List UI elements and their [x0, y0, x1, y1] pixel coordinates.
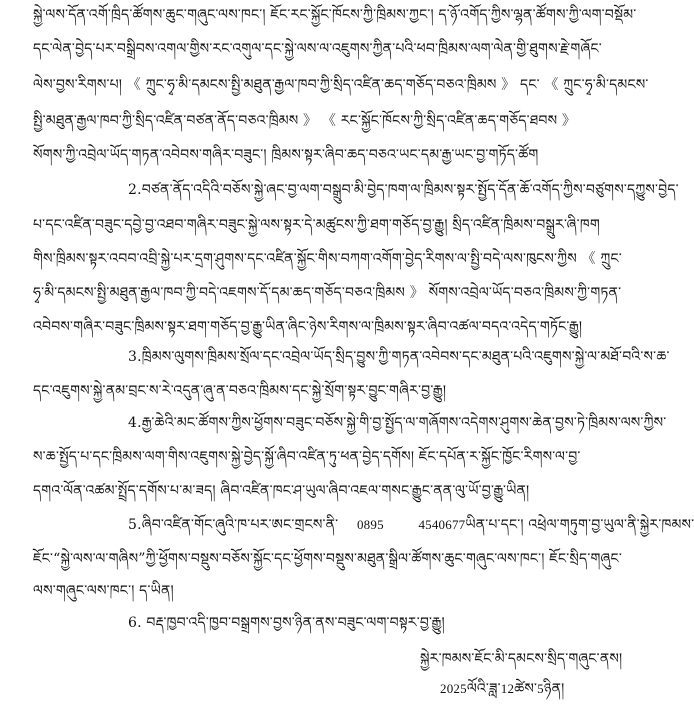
intro-line-3: ལེས་བྱས་རིགས་པ། 《 ཀྲུང་ཧྭ་མི་དམངས་སྤྱི་མཐུན་རྒྱལ་ཁབ་ཀྱི་སྲིད་འཛིན་ཆད་གཅོད་བཅའ་ཁྲིམས 》 དང་ 《 ཀྲུང་ཧྭ་མི་དམངས་	[33, 77, 649, 93]
date-line	[440, 680, 660, 698]
para3-line-2: དང་འཇུགས་སྐྱེ་ནམ་བྲང་ས་རེ་འདུན་ཞུ་ན་བཅའ་ཁྲིམས་དང་སྐྱེ་སྲོག་སྟར་བྱུང་གཞིར་བྱ་རྒྱུ།	[33, 383, 447, 399]
intro-line-1: སྐྱེ་ལས་དོན་འགོ་ཁྲིད་ཚོགས་ཆུང་གཞུང་ལས་ཁང་། ཇོང་རང་སྐྱོང་ཁོངས་ཀྱི་ཁྲིམས་ཀྱང་། ད་ཉོ་འགོད་ཀྱིས་ལྷན་ཚོགས་ཀྱི་ལག་བསྡོམ་	[33, 7, 637, 23]
para2-line-1: 2.བཙན་ནོད་འདིའི་བཅོས་སྐྱེ་ཞང་བྱ་ལག་བསྒྲུབ་མི་བྱེད་ཁག་ལ་ཁྲིམས་སྟར་སྤྱོད་དོན་ཆོ་འགོད་ཀྱིས་བཙུགས་དཀྱུས་བྱེད་	[128, 182, 679, 198]
para5-text-after: ཡིན་པ་དང་། འཕྲེལ་གཏུག་བྱ་ཡུལ་ནི་སྐྱེར་ཁམས་	[465, 517, 694, 533]
para2-line-4: ཧྭ་མི་དམངས་སྤྱི་མཐུན་རྒྱལ་ཁབ་ཀྱི་བདེ་འཇགས་དོ་དམ་ཆད་གཅོད་བཅའ་ཁྲིམས 》 སོགས་འབྲེལ་ཡོད་བཅའ་ཁྲིམས་ཀྱི་གཏན་	[33, 285, 622, 301]
para3-line-1: 3.ཁྲིམས་ལུགས་ཁྲིམས་སྲོལ་དང་འབྲེལ་ཡོད་སྲིད་བྱུས་ཀྱི་གཏན་འབེབས་དང་མཐུན་པའི་འཇུགས་སྐྱེ་ལ་མཐོ་བའི་ས་ཆ་	[128, 349, 670, 365]
phone-area-code: 0895	[356, 517, 384, 532]
signature-line: སྐྱེར་ཁམས་ཇོང་མི་དམངས་སྲིད་གཞུང་ནས།	[420, 651, 623, 667]
intro-line-4: སྤྱི་མཐུན་རྒྱལ་ཁབ་ཀྱི་སྲིད་འཛིན་བཙན་ནོད་བཅའ་ཁྲིམས 》 《 རང་སྐྱོང་ཁོངས་ཀྱི་སྲིད་འཛིན་ཆད་གཅོད་ཐབས 》	[33, 113, 577, 129]
phone-number: 4540677	[418, 517, 466, 532]
para6-line-1: 6. བརྡ་ཁྱབ་འདི་ཁྱབ་བསྒྲགས་བྱས་ཉིན་ནས་བཟུང་ལག་བསྟར་བྱ་རྒྱུ།	[128, 615, 445, 631]
date-month-suffix: ཚེས་	[514, 681, 538, 697]
para2-line-5: འབེབས་གཞིར་བཟུང་ཁྲིམས་སྟར་ཐག་གཅོད་བྱ་རྒྱུ་ཡིན་ཞིང་ཉེས་རིགས་ལ་ཁྲིམས་སྟར་ཞིབ་འཚལ་བདའ་འདེད་གཏོང་རྒྱུ།	[33, 319, 583, 335]
intro-line-5: སོགས་ཀྱི་འབྲེལ་ཡོད་གཏན་འབེབས་གཞིར་བཟུང་། ཁྲིམས་སྟར་ཞིབ་ཆད་བཅའ་ཡང་དམ་རྒྱ་ཡང་བྱ་གཏོད་ཚོག	[33, 147, 539, 163]
para4-line-1: 4.རྒྱ་ཆེའི་མང་ཚོགས་ཀྱིས་ཕྱོགས་བཟུང་བཅོས་སྐྱེ་གི་བྱ་སྤྱོད་ལ་གཞོགས་འདེགས་ཤུགས་ཆེན་བྱས་ཏེ་ཁྲིམས་ལས་ཀྱིས་	[128, 415, 667, 431]
date-year: 2025	[440, 681, 467, 696]
date-year-suffix: ལོའི་ཟླ་	[466, 681, 501, 697]
para5-text-before: 5.ཞིབ་འཛིན་གོང་ཞུའི་ཁ་པར་ཨང་གྲངས་ནི་	[128, 517, 339, 533]
para5-line-2: ཇོང་“སྐྱེ་ལས་ལ་གཞིས”ཀྱི་ཕྱོགས་བསྡུས་བཅོས་སྐྱོང་དང་ཕྱོགས་བསྡུས་མཐུན་སྒྲིལ་ཚོགས་ཆུང་གཞུང་ལས་ཁང་། ཇོང་སྲིད་གཞུང་	[33, 551, 622, 567]
para2-line-3: གིས་ཁྲིམས་སྟར་འབབ་འབྲི་སྐྱེ་པར་དྲག་ཤུགས་དང་འཛིན་སྐྱོང་གིས་བཀག་འགོག་བྱེད་རིགས་ལ་སྤྱི་བདེ་ལས་ཁུངས་ཀྱིས 《 ཀྲུང་	[33, 251, 622, 267]
para5-line-3: ལས་གཞུང་ལས་ཁང་། ད་ཡིན།	[33, 583, 174, 599]
para5-line-1	[128, 516, 694, 534]
para4-line-2: ས་ཆ་སྤྱོད་པ་དང་ཁྲིམས་ལག་གིས་འཇུགས་སྐྱེ་བྱེད་སྐྱོ་ཞིབ་འཛིན་ཏུ་ཕན་བྱེད་དགོས། ཇོང་དཔོན་ར་སྐྱོང་ཁྱོང་རིགས་ལ་བྱ་	[33, 449, 581, 465]
date-day: 5	[537, 681, 544, 696]
para2-line-2: པ་དང་འཛིན་བཟུང་དབྱེ་བྱ་འཐབ་གཞིར་བཟུང་སྐྱེ་ལས་སྟར་དེ་མཚུངས་ཀྱི་ཐག་གཅོད་བྱ་རྒྱུ། སྲིད་འཛིན་ཁྲིམས་བསྒྲུར་ཞི་ཁག	[33, 217, 600, 233]
intro-line-2: དང་ལེན་བྱེད་པར་བསྒྲིབས་འགལ་གྱིས་རང་འགུལ་དང་སྐྱེ་ལས་ལ་འཇུགས་ཀྱིན་པའི་ཕབ་ཁྲིམས་ལག་ལེན་གྱི་ཐུགས་རྗེ་གཞོང་	[33, 41, 602, 57]
date-day-suffix: ཉིན།	[543, 681, 565, 697]
date-month: 12	[500, 681, 515, 696]
para4-line-3: དགའ་ལོན་འཚམ་སྤྲོད་དགོས་པ་མ་ཟད། ཞིབ་འཛིན་ཁང་ཤ་ཡུལ་ཞིབ་འཇལ་གསང་རྒྱུང་ནན་ལུ་ཡོ་བྱ་རྒྱུ་ཡིན།	[33, 483, 530, 499]
